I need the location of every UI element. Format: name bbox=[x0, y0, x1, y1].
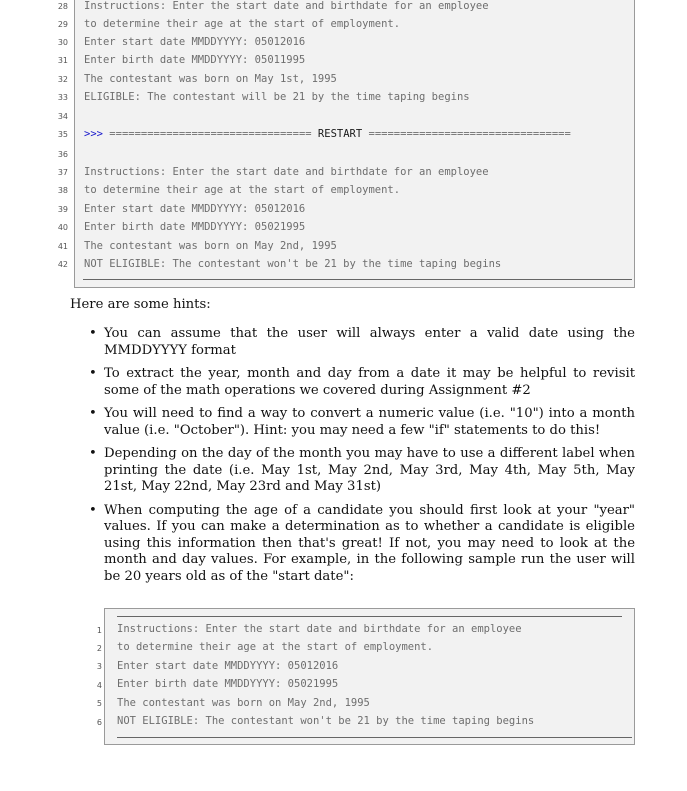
line-number: 42 bbox=[57, 260, 68, 269]
line-number: 34 bbox=[57, 112, 68, 121]
hint-text: Depending on the day of the month you may have to use a different label when printing the date (i.e. May 1st, May 2nd, May 3rd, May 4th, May 5th, May 21st, May 22nd, May 23rd and May 31st) bbox=[104, 446, 635, 494]
restart-line bbox=[84, 128, 571, 140]
repl-prompt: >>> bbox=[84, 128, 103, 140]
code-line: Enter birth date MMDDYYYY: 05011995 bbox=[84, 54, 306, 66]
bullet: • bbox=[89, 502, 97, 518]
hint-text: You can assume that the user will always enter a valid date using the MMDDYYYY format bbox=[104, 326, 635, 358]
code-line: The contestant was born on May 2nd, 1995 bbox=[84, 240, 337, 252]
line-number: 31 bbox=[57, 56, 68, 65]
bullet: • bbox=[89, 366, 97, 381]
line-number: 39 bbox=[57, 205, 68, 214]
line-number: 41 bbox=[57, 242, 68, 251]
code-line: Instructions: Enter the start date and birthdate for an employee bbox=[84, 166, 489, 178]
line-number: 4 bbox=[96, 681, 102, 690]
code-line: Instructions: Enter the start date and birthdate for an employee bbox=[84, 0, 489, 12]
hint-text: To extract the year, month and day from a date it may be helpful to revisit some of the math operations we covered during Assignment #2 bbox=[104, 366, 635, 398]
line-number: 33 bbox=[57, 93, 68, 102]
list-item bbox=[89, 326, 635, 359]
code-line: ELIGIBLE: The contestant will be 21 by the time taping begins bbox=[84, 91, 470, 103]
line-number: 32 bbox=[57, 75, 68, 84]
code-line: Enter start date MMDDYYYY: 05012016 bbox=[117, 660, 339, 672]
bullet: • bbox=[89, 406, 97, 421]
code-line: Instructions: Enter the start date and birthdate for an employee bbox=[117, 623, 522, 635]
line-number: 40 bbox=[57, 223, 68, 232]
line-number: 37 bbox=[57, 168, 68, 177]
code-line: The contestant was born on May 2nd, 1995 bbox=[117, 697, 370, 709]
code-line: Enter birth date MMDDYYYY: 05021995 bbox=[84, 221, 306, 233]
line-number: 2 bbox=[96, 644, 102, 653]
line-number: 38 bbox=[57, 186, 68, 195]
code-line: NOT ELIGIBLE: The contestant won't be 21 by the time taping begins bbox=[84, 258, 502, 270]
restart-word: RESTART bbox=[317, 128, 363, 140]
line-number: 28 bbox=[57, 2, 68, 11]
code-bottom-rule bbox=[117, 737, 632, 738]
code-bottom-rule bbox=[83, 279, 632, 280]
code-line: Enter start date MMDDYYYY: 05012016 bbox=[84, 203, 306, 215]
code-line: Enter birth date MMDDYYYY: 05021995 bbox=[117, 678, 339, 690]
hints-list bbox=[89, 326, 635, 592]
hints-intro: Here are some hints: bbox=[70, 297, 211, 312]
list-item bbox=[89, 502, 635, 586]
line-number: 36 bbox=[57, 150, 68, 159]
restart-rule-right: ================================ bbox=[368, 128, 571, 140]
code-top-rule bbox=[117, 616, 622, 617]
code-line: to determine their age at the start of employment. bbox=[84, 18, 401, 30]
code-line: NOT ELIGIBLE: The contestant won't be 21 by the time taping begins bbox=[117, 715, 535, 727]
line-number: 30 bbox=[57, 38, 68, 47]
line-number: 3 bbox=[96, 662, 102, 671]
list-item bbox=[89, 366, 635, 399]
hint-text: You will need to find a way to convert a numeric value (i.e. "10") into a month value (i.e. "October"). Hint: you may need a few "if" statements to do this! bbox=[104, 406, 635, 438]
list-item bbox=[89, 446, 635, 496]
line-number: 6 bbox=[96, 718, 102, 727]
line-number: 1 bbox=[96, 626, 102, 635]
line-number: 29 bbox=[57, 20, 68, 29]
code-line: Enter start date MMDDYYYY: 05012016 bbox=[84, 36, 306, 48]
code-line: The contestant was born on May 1st, 1995 bbox=[84, 73, 337, 85]
list-item bbox=[89, 406, 635, 439]
code-line: to determine their age at the start of employment. bbox=[84, 184, 401, 196]
hint-text: When computing the age of a candidate you should first look at your "year" values. If you can make a determination as to whether a candidate is eligible using this information then that's great! If not, you may need to look at the month and day values. For example, in the following sample run the user will be 20 years old as of the "start date": bbox=[104, 502, 635, 584]
line-number: 35 bbox=[57, 130, 68, 139]
bullet: • bbox=[89, 326, 97, 341]
line-number: 5 bbox=[96, 699, 102, 708]
code-line: to determine their age at the start of employment. bbox=[117, 641, 434, 653]
restart-rule-left: ================================ bbox=[109, 128, 312, 140]
bullet: • bbox=[89, 446, 97, 461]
